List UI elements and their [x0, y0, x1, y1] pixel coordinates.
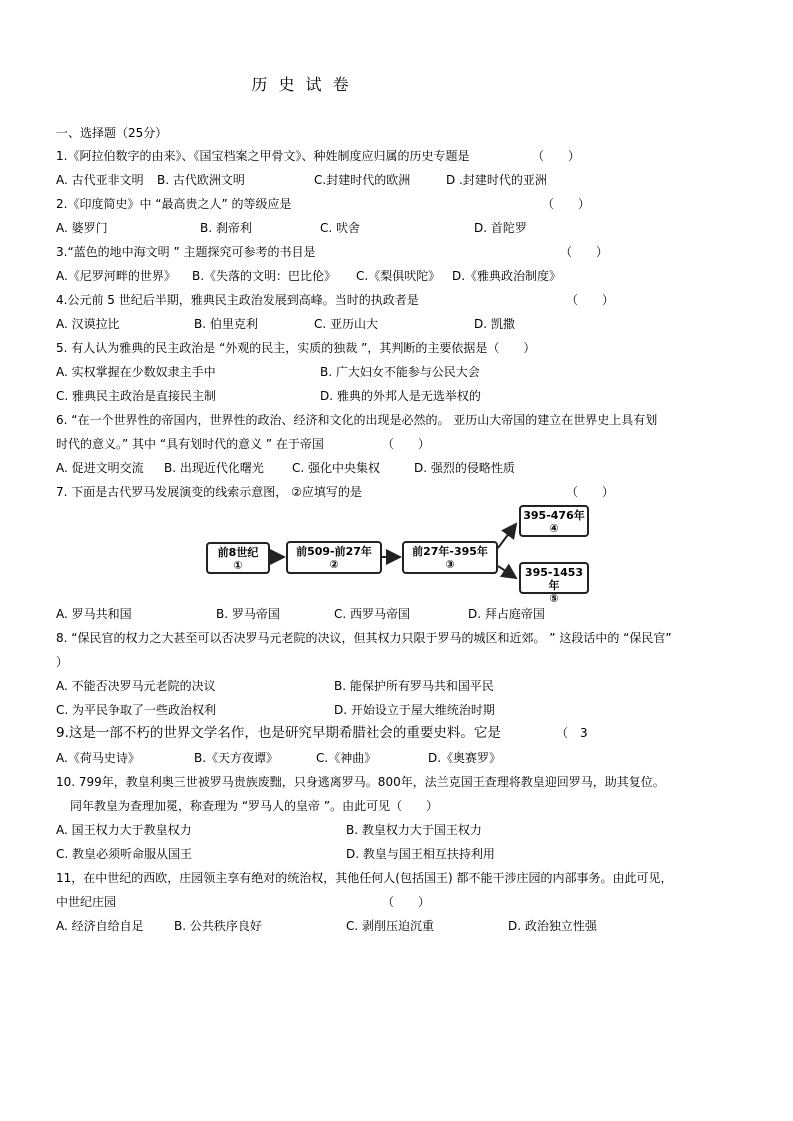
option-d: D. 强烈的侵略性质 [414, 461, 515, 475]
question-6: 6. “在一个世界性的帝国内，世界性的政治、经济和文化的出现是必然的。 亚历山大帝国的建立在世界史上具有划 [56, 413, 658, 427]
timeline-box-3 [402, 541, 498, 574]
option-b: B. 罗马帝国 [216, 607, 280, 621]
answer-paren: （ ） [382, 895, 431, 909]
question-5: 5. 有人认为雅典的民主政治是 “外观的民主，实质的独裁 ”，其判断的主要依据是（ ） [56, 341, 536, 355]
option-a: A.《荷马史诗》 [56, 751, 140, 765]
box-label: 395-1453年 [524, 566, 584, 592]
option-d: D. 雅典的外邦人是无选举权的 [320, 389, 481, 403]
question-9: 9.这是一部不朽的世界文学名作，也是研究早期希腊社会的重要史料。它是 [56, 725, 501, 741]
answer-paren: （ ） [566, 485, 615, 499]
option-b: B.《天方夜谭》 [194, 751, 279, 765]
option-a: A. 经济自给自足 [56, 919, 144, 933]
option-b: B. 刹帝利 [200, 221, 252, 235]
option-c: C.封建时代的欧洲 [314, 173, 411, 187]
question-4: 4.公元前 5 世纪后半期，雅典民主政治发展到高峰。当时的执政者是 [56, 293, 419, 307]
option-b: B. 能保护所有罗马共和国平民 [334, 679, 494, 693]
arrow-3-4 [498, 524, 516, 548]
exam-title: 历 史 试 卷 [251, 75, 352, 94]
question-11: 11，在中世纪的西欧，庄园领主享有绝对的统治权，其他任何人(包括国王) 都不能干涉庄园的内部事务。由此可见， [56, 871, 673, 885]
question-2: 2.《印度简史》中 “最高贵之人” 的等级应是 [56, 197, 292, 211]
question-1: 1.《阿拉伯数字的由来》、《国宝档案之甲骨文》、种姓制度应归属的历史专题是 [56, 149, 470, 163]
timeline-box-1 [206, 542, 270, 574]
option-c: C. 西罗马帝国 [334, 607, 411, 621]
question-10-cont: 同年教皇为查理加冕，称查理为 “罗马人的皇帝 ”。由此可见（ ） [70, 799, 439, 813]
option-a: A. 罗马共和国 [56, 607, 132, 621]
option-b: B. 古代欧洲文明 [157, 173, 245, 187]
question-8: 8. “保民官的权力之大甚至可以否决罗马元老院的决议，但其权力只限于罗马的城区和近郊。 ” 这段话中的 “保民官” [56, 631, 672, 645]
option-b: B. 广大妇女不能参与公民大会 [320, 365, 480, 379]
option-a: A. 不能否决罗马元老院的决议 [56, 679, 216, 693]
option-c: C. 雅典民主政治是直接民主制 [56, 389, 217, 403]
option-c: C. 教皇必须听命服从国王 [56, 847, 193, 861]
question-3: 3.“蓝色的地中海文明 ” 主题探究可参考的书目是 [56, 245, 316, 259]
question-6-cont: 时代的意义。” 其中 “具有划时代的意义 ” 在于帝国 [56, 437, 324, 451]
box-number: ⑤ [549, 592, 559, 605]
option-d: D. 凯撒 [474, 317, 515, 331]
question-7: 7. 下面是古代罗马发展演变的线索示意图， ②应填写的是 [56, 485, 362, 499]
option-b: B.《失落的文明：巴比伦》 [192, 269, 337, 283]
box-label: 前8世纪 [217, 546, 259, 559]
timeline-box-5 [519, 562, 589, 605]
option-b: B. 伯里克利 [194, 317, 258, 331]
option-c: C. 强化中央集权 [292, 461, 381, 475]
question-11-cont: 中世纪庄园 [56, 895, 117, 909]
option-a: A. 汉谟拉比 [56, 317, 120, 331]
option-c: C. 为平民争取了一些政治权利 [56, 703, 217, 717]
answer-paren: （ ） [532, 149, 581, 163]
box-number: ④ [549, 522, 559, 535]
option-c: C. 吠舍 [320, 221, 361, 235]
arrow-3-5 [498, 566, 516, 578]
timeline-box-4 [519, 505, 589, 537]
option-d: D. 政治独立性强 [508, 919, 597, 933]
answer-paren: （ ） [382, 437, 431, 451]
box-label: 前27年-395年 [412, 545, 488, 558]
option-c: C.《神曲》 [316, 751, 377, 765]
option-c: C. 亚历山大 [314, 317, 379, 331]
answer-paren: （ ） [542, 197, 591, 211]
option-a: A. 实权掌握在少数奴隶主手中 [56, 365, 216, 379]
answer-paren: （ ） [560, 245, 609, 259]
option-d: D .封建时代的亚洲 [446, 173, 547, 187]
option-c: C.《梨俱吠陀》 [356, 269, 441, 283]
box-number: ③ [445, 558, 455, 571]
option-d: D. 教皇与国王相互扶持利用 [346, 847, 495, 861]
timeline-box-2 [286, 541, 382, 574]
option-b: B. 教皇权力大于国王权力 [346, 823, 482, 837]
question-10: 10. 799年，教皇利奥三世被罗马贵族废黜，只身逃离罗马。800年，法兰克国王查理将教皇迎回罗马，助其复位。 [56, 775, 665, 789]
option-a: A. 婆罗门 [56, 221, 108, 235]
option-d: D. 首陀罗 [474, 221, 527, 235]
answer-paren: （ ） [566, 293, 615, 307]
box-label: 前509-前27年 [296, 545, 372, 558]
box-number: ② [329, 558, 339, 571]
option-d: D.《奥赛罗》 [428, 751, 502, 765]
answer-paren: （ 3 [556, 726, 588, 740]
question-8-cont: ） [56, 655, 69, 669]
option-b: B. 公共秩序良好 [174, 919, 262, 933]
option-d: D.《雅典政治制度》 [452, 269, 562, 283]
option-a: A.《尼罗河畔的世界》 [56, 269, 176, 283]
option-a: A. 古代亚非文明 [56, 173, 144, 187]
option-c: C. 剥削压迫沉重 [346, 919, 435, 933]
section-heading: 一、选择题（25分） [56, 126, 168, 140]
option-a: A. 促进文明交流 [56, 461, 144, 475]
box-number: ① [233, 559, 243, 572]
option-a: A. 国王权力大于教皇权力 [56, 823, 192, 837]
option-b: B. 出现近代化曙光 [164, 461, 264, 475]
option-d: D. 拜占庭帝国 [468, 607, 545, 621]
option-d: D. 开始设立于屋大维统治时期 [334, 703, 495, 717]
box-label: 395-476年 [523, 509, 585, 522]
